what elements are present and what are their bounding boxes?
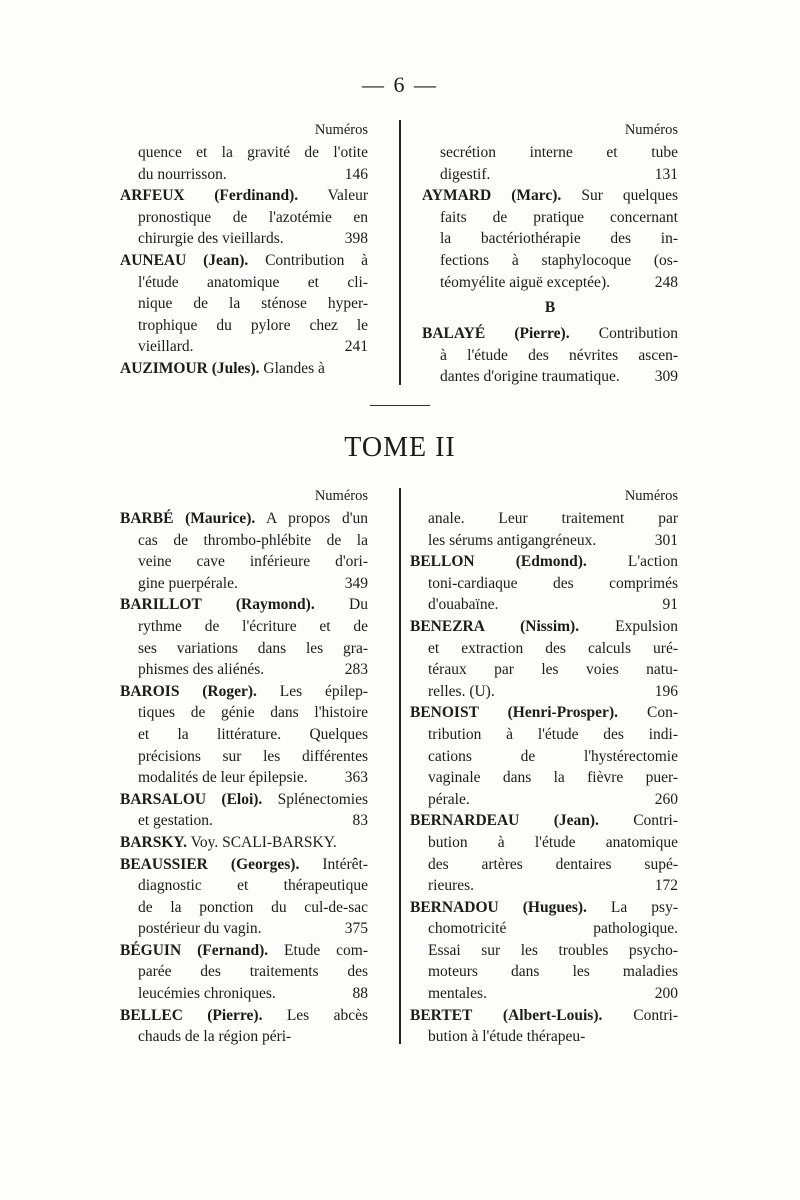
entry-title-line: phismes des aliénés. xyxy=(138,661,265,679)
entry-author-line: BENEZRA (Nissim). Expulsion xyxy=(410,617,678,635)
entry-title-line: de la ponction du cul-de-sac xyxy=(138,898,368,916)
entry-title-line: tribution à l'étude des indi- xyxy=(428,725,678,743)
entry-title-line: moteurs dans les maladies xyxy=(428,963,678,981)
index-entry xyxy=(120,358,368,380)
entry-author-line: BELLON (Edmond). L'action xyxy=(410,553,678,571)
entry-number: 83 xyxy=(352,812,368,830)
entry-author-line: BARSALOU (Eloi). Splénectomies xyxy=(120,790,368,808)
entry-author-line: AUZIMOUR (Jules). Glandes à xyxy=(120,359,325,377)
entry-author-line: ARFEUX (Ferdinand). Valeur xyxy=(120,187,368,205)
entry-title-line: précisions sur les différentes xyxy=(138,747,368,765)
entry-title-line: toni-cardiaque des comprimés xyxy=(428,574,678,592)
index-entry xyxy=(410,897,678,1005)
entry-title-line: secrétion interne et tube xyxy=(440,144,678,161)
bottom-right-column xyxy=(410,484,678,1048)
entry-title-line: leucémies chroniques. xyxy=(138,985,276,1003)
entry-author-line: BENOIST (Henri-Prosper). Con- xyxy=(410,704,678,722)
entry-title-line: gine puerpérale. xyxy=(138,574,238,592)
index-entry xyxy=(410,810,678,896)
index-entry xyxy=(120,250,368,358)
entry-author-line: BARILLOT (Raymond). Du xyxy=(120,596,368,614)
entry-author-line: BERTET (Albert-Louis). Contri- xyxy=(410,1006,679,1024)
entry-author-line: BAROIS (Roger). Les épilep- xyxy=(120,682,368,700)
entry-title-line: cas de thrombo-phlébite de la xyxy=(138,531,368,549)
entry-title-line: modalités de leur épilepsie. xyxy=(138,769,308,787)
section-divider xyxy=(370,405,430,406)
entry-title-line: digestif. xyxy=(440,165,491,183)
entry-title-line: et la littérature. Quelques xyxy=(138,725,368,743)
entry-number: 363 xyxy=(344,769,368,787)
entry-title-line: les sérums antigangréneux. xyxy=(428,531,597,549)
entry-title-line: diagnostic et thérapeutique xyxy=(138,877,368,895)
index-entry xyxy=(422,142,678,185)
index-entry xyxy=(120,832,368,854)
index-entry xyxy=(410,1005,678,1048)
bottom-left-column xyxy=(120,484,368,1048)
entry-number: 196 xyxy=(654,682,678,700)
entry-title-line: vieillard. xyxy=(138,338,194,356)
entry-title-line: Essai sur les troubles psycho- xyxy=(428,941,678,959)
entry-title-line: des artères dentaires supé- xyxy=(428,855,678,873)
entry-title-line: nique de la sténose hyper- xyxy=(138,295,368,313)
entry-title-line: chauds de la région péri- xyxy=(138,1028,292,1046)
index-entry xyxy=(120,1005,368,1048)
entry-title-line: anale. Leur traitement par xyxy=(428,510,678,527)
entry-title-line: ses variations dans les gra- xyxy=(138,639,368,657)
index-entry xyxy=(120,185,368,250)
column-divider-top xyxy=(399,120,401,385)
entry-title-line: téomyélite aiguë exceptée). xyxy=(440,273,610,291)
entry-author-line: BARSKY. Voy. SCALI-BARSKY. xyxy=(120,833,337,851)
bottom-right-entries xyxy=(410,508,678,1048)
entry-title-line: postérieur du vagin. xyxy=(138,920,262,938)
column-header: Numéros xyxy=(314,488,368,504)
index-entry xyxy=(410,551,678,616)
entry-title-line: du nourrisson. xyxy=(138,165,227,183)
index-entry xyxy=(410,702,678,810)
top-left-entries xyxy=(120,142,368,380)
entry-title-line: pérale. xyxy=(428,790,470,808)
entry-title-line: vaginale dans la fièvre puer- xyxy=(428,769,678,787)
entry-number: 248 xyxy=(654,273,678,291)
entry-number: 200 xyxy=(654,985,678,1003)
entry-number: 88 xyxy=(352,985,368,1003)
bottom-left-entries xyxy=(120,508,368,1048)
index-entry xyxy=(120,940,368,1005)
section-title: TOME II xyxy=(344,432,456,463)
index-entry xyxy=(410,508,678,551)
entry-title-line: pronostique de l'azotémie en xyxy=(138,208,368,226)
entry-title-line: dantes d'origine traumatique. xyxy=(440,368,620,386)
entry-title-line: à l'étude des névrites ascen- xyxy=(440,346,678,364)
entry-author-line: BARBÉ (Maurice). A propos d'un xyxy=(120,510,368,527)
top-right-column xyxy=(422,118,678,388)
index-entry xyxy=(120,789,368,832)
entry-author-line: BALAYÉ (Pierre). Contribution xyxy=(422,325,678,343)
entry-number: 241 xyxy=(344,338,368,356)
index-entry xyxy=(120,681,368,789)
column-header: Numéros xyxy=(624,488,678,504)
index-entry xyxy=(410,616,678,702)
top-left-column xyxy=(120,118,368,380)
entry-author-line: BERNARDEAU (Jean). Contri- xyxy=(410,812,678,830)
index-entry xyxy=(422,323,678,388)
entry-author-line: BELLEC (Pierre). Les abcès xyxy=(120,1006,368,1024)
entry-title-line: cations de l'hystérectomie xyxy=(428,747,678,765)
entry-title-line: chirurgie des vieillards. xyxy=(138,230,284,248)
entry-title-line: téraux par les voies natu- xyxy=(428,661,678,679)
column-header: Numéros xyxy=(314,122,368,138)
index-entry xyxy=(422,185,678,293)
entry-title-line: parée des traitements des xyxy=(138,963,368,981)
column-divider-bottom xyxy=(399,488,401,1044)
entry-title-line: rieures. xyxy=(428,877,475,895)
entry-title-line: quence et la gravité de l'otite xyxy=(138,144,368,161)
entry-number: 172 xyxy=(654,877,678,895)
entry-title-line: fections à staphylocoque (os- xyxy=(440,251,678,269)
entry-number: 349 xyxy=(344,574,368,592)
entry-title-line: bution à l'étude thérapeu- xyxy=(428,1028,586,1046)
entry-title-line: tiques de génie dans l'histoire xyxy=(138,704,368,722)
index-entry xyxy=(120,142,368,185)
entry-title-line: chomotricité pathologique. xyxy=(428,920,678,938)
page-number: — 6 — xyxy=(362,72,438,97)
entry-number: 131 xyxy=(654,165,678,183)
entry-title-line: mentales. xyxy=(428,985,487,1003)
entry-title-line: rythme de l'écriture et de xyxy=(138,617,368,635)
entry-title-line: relles. (U). xyxy=(428,682,495,700)
entry-author-line: AYMARD (Marc). Sur quelques xyxy=(422,187,678,205)
entry-author-line: BÉGUIN (Fernand). Etude com- xyxy=(120,941,368,959)
entry-number: 260 xyxy=(654,790,678,808)
section-letter: B xyxy=(544,299,556,317)
entry-title-line: la bactériothérapie des in- xyxy=(440,230,678,248)
entry-number: 146 xyxy=(344,165,368,183)
entry-title-line: et gestation. xyxy=(138,812,213,830)
entry-title-line: bution à l'étude anatomique xyxy=(428,833,678,851)
column-header: Numéros xyxy=(624,122,678,138)
entry-number: 398 xyxy=(344,230,368,248)
entry-title-line: et extraction des calculs uré- xyxy=(428,639,678,657)
index-entry xyxy=(120,594,368,680)
entry-title-line: trophique du pylore chez le xyxy=(138,316,368,334)
entry-number: 283 xyxy=(344,661,368,679)
entry-title-line: veine cave inférieure d'ori- xyxy=(138,553,368,571)
top-right-entries xyxy=(422,142,678,388)
index-entry xyxy=(120,508,368,594)
index-entry xyxy=(120,854,368,940)
entry-number: 309 xyxy=(654,368,678,386)
entry-title-line: faits de pratique concernant xyxy=(440,208,678,226)
entry-number: 301 xyxy=(654,531,678,549)
entry-title-line: d'ouabaïne. xyxy=(428,596,499,614)
entry-number: 91 xyxy=(662,596,678,614)
entry-number: 375 xyxy=(344,920,368,938)
entry-author-line: BEAUSSIER (Georges). Intérêt- xyxy=(120,855,368,873)
entry-title-line: l'étude anatomique et cli- xyxy=(138,273,368,291)
entry-author-line: BERNADOU (Hugues). La psy- xyxy=(410,898,678,916)
entry-author-line: AUNEAU (Jean). Contribution à xyxy=(120,251,368,269)
